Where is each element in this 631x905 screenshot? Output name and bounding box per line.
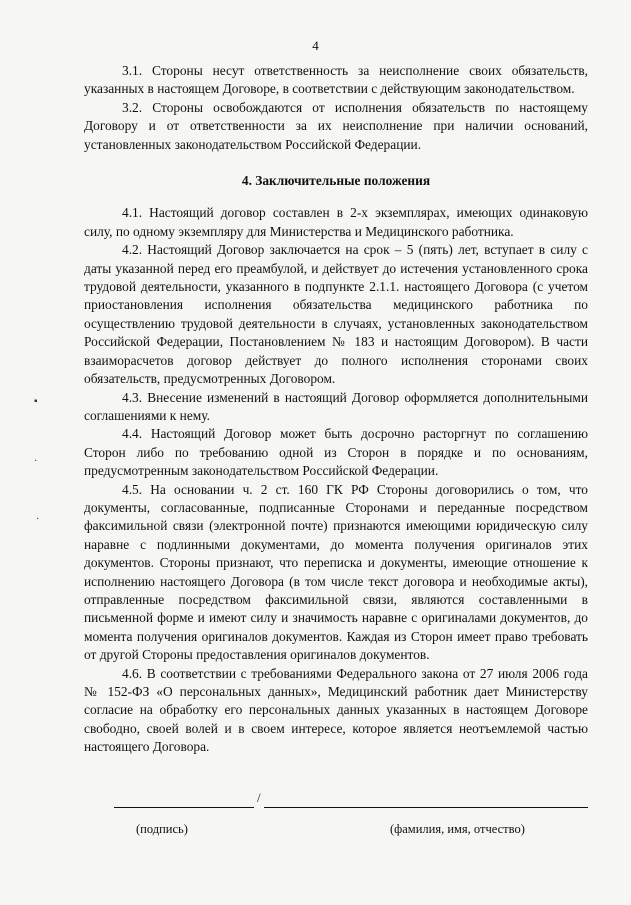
signature-separator: /	[257, 790, 261, 805]
paragraph-4-3: 4.3. Внесение изменений в настоящий Договор оформляется дополнительными соглашениями к нему.	[84, 389, 588, 423]
signature-caption: (подпись)	[136, 822, 188, 836]
page-number: 4	[312, 38, 319, 53]
signature-underline	[114, 789, 254, 808]
paragraph-4-5: 4.5. На основании ч. 2 ст. 160 ГК РФ Стороны договорились о том, что документы, согласованные, подписанные Сторонами и переданные посредством факсимильной связи (электронной почте) признаются имеющими юридическую силу наравне с подлинными документами, до момента получения оригиналов этих документов. Стороны признают, что переписка и документы, имеющие отношение к исполнению настоящего Договора (в том числе текст договора и необходимые акты), отправленные посредством факсимильной связи, являются составленными в письменной форме и имеют силу и значимость наравне с оригиналами документов, до момента получения оригиналов документов. Каждая из Сторон имеет право требовать от другой Стороны предоставления оригиналов документов.	[84, 481, 588, 663]
paragraph-3-2: 3.2. Стороны освобождаются от исполнения обязательств по настоящему Договору и от ответственности за их неисполнение при наличии оснований, установленных законодательством Российской Федерации.	[84, 99, 588, 152]
section-heading: 4. Заключительные положения	[241, 173, 431, 189]
scan-speck: ·	[36, 514, 40, 525]
signature-line	[114, 789, 588, 807]
paragraph-4-2: 4.2. Настоящий Договор заключается на срок – 5 (пять) лет, вступает в силу с даты указанной перед его преамбулой, и действует до истечения установленного срока трудовой деятельности, указанного в подпункте 2.1.1. настоящего Договора (с учетом приостановления исполнения обязательства медицинского работника по осуществлению трудовой деятельности в случаях, установленных законодательством Российской Федерации, Постановлением № 183 и настоящим Договором). В части взаиморасчетов договор действует до полного исполнения сторонами своих обязательств, предусмотренных Договором.	[84, 242, 588, 387]
paragraph-4-1: 4.1. Настоящий договор составлен в 2-х экземплярах, имеющих одинаковую силу, по одному экземпляру для Министерства и Медицинского работника.	[84, 205, 588, 239]
full-name-caption: (фамилия, имя, отчество)	[390, 822, 525, 836]
paragraph-4-4: 4.4. Настоящий Договор может быть досрочно расторгнут по соглашению Сторон либо по требованию одной из Сторон в порядке и по основаниям, предусмотренным законодательством Российской Федерации.	[84, 426, 588, 479]
paragraph-4-6: 4.6. В соответствии с требованиями Федерального закона от 27 июля 2006 года № 152-ФЗ «О персональных данных», Медицинский работник дает Министерству согласие на обработку его персональных данных указанных в настоящем Договоре свободно, своей волей и в своем интересе, которое является неотъемлемой частью настоящего Договора.	[84, 665, 588, 755]
scan-speck: ▪	[34, 396, 38, 407]
full-name-underline	[264, 789, 588, 808]
scan-speck: ·	[34, 456, 38, 467]
paragraph-3-1: 3.1. Стороны несут ответственность за неисполнение своих обязательств, указанных в настоящем Договоре, в соответствии с действующим законодательством.	[84, 63, 588, 97]
document-body	[84, 62, 588, 757]
